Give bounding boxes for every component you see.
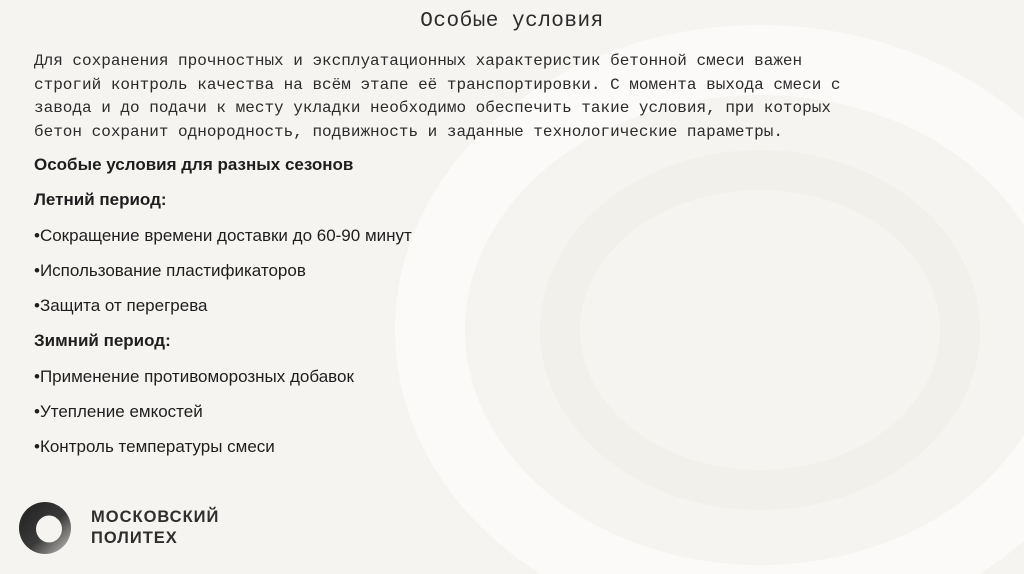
winter-list-item: •Контроль температуры смеси [34, 437, 275, 457]
polytech-ring-icon [19, 502, 71, 554]
winter-list-item: •Утепление емкостей [34, 402, 203, 422]
polytech-logo [19, 502, 219, 554]
summer-heading: Летний период: [34, 190, 167, 210]
summer-list-item: •Использование пластификаторов [34, 260, 306, 280]
section-heading: Особые условия для разных сезонов [34, 155, 354, 174]
intro-paragraph [34, 50, 1009, 144]
intro-line: Для сохранения прочностных и эксплуатационных характеристик бетонной смеси важен [34, 52, 803, 70]
summer-list-item: •Сокращение времени доставки до 60-90 минут [34, 225, 412, 245]
seasons-section [34, 154, 734, 472]
summer-list-item: •Защита от перегрева [34, 296, 208, 316]
logo-text [91, 507, 219, 549]
intro-line: строгий контроль качества на всём этапе её транспортировки. С момента выхода смеси с [34, 75, 841, 94]
winter-heading: Зимний период: [34, 331, 171, 351]
slide-title: Особые условия [420, 10, 604, 33]
logo-line-1: МОСКОВСКИЙ [91, 508, 220, 526]
intro-line: завода и до подачи к месту укладки необходимо обеспечить такие условия, при которых [34, 99, 831, 117]
logo-line-2: ПОЛИТЕХ [91, 529, 178, 547]
intro-line: бетон сохранит однородность, подвижность и заданные технологические параметры. [34, 122, 783, 141]
winter-list-item: •Применение противоморозных добавок [34, 366, 354, 386]
